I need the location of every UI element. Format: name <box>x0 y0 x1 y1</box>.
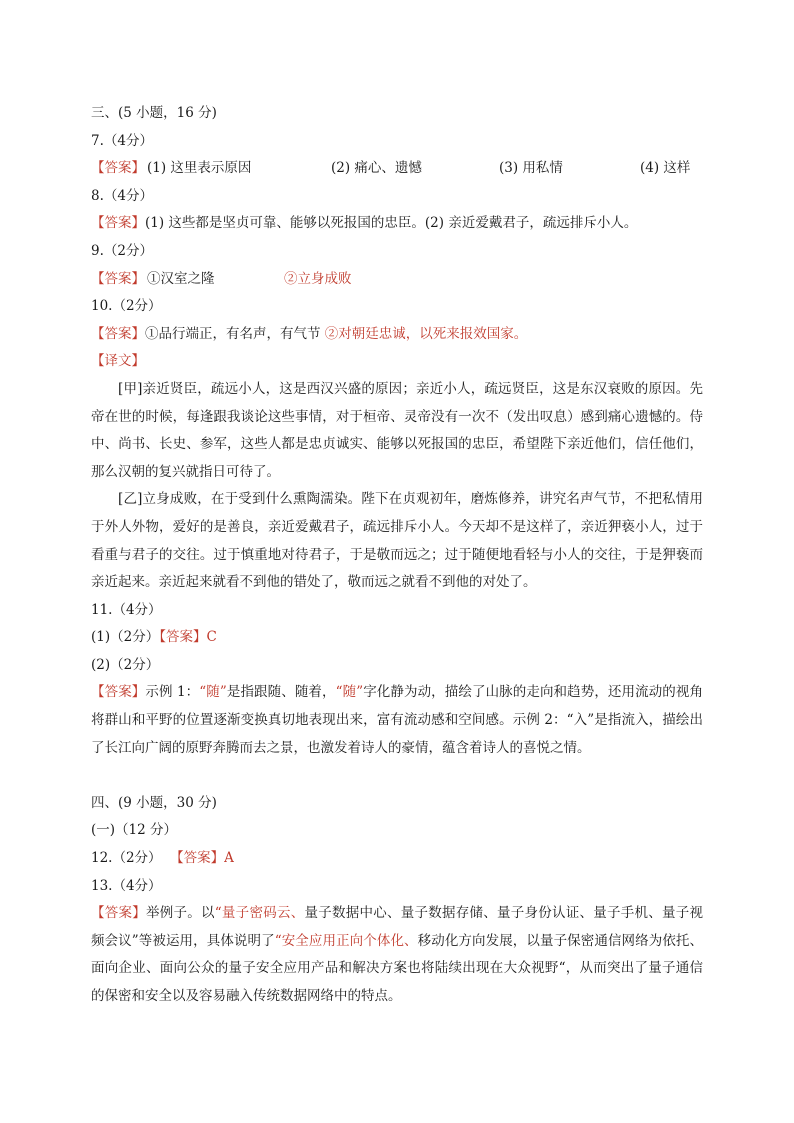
q9-label: 9.（2分） <box>91 242 153 259</box>
section-4-heading: 四、(9 小题，30 分) <box>91 794 217 811</box>
q7-answer-row <box>91 155 703 183</box>
q8-answer: (1) 这些都是坚贞可靠、能够以死报国的忠臣。(2) 亲近爱戴君子，疏远排斥小人。 <box>145 215 638 232</box>
q7-answer-2: (2) 痛心、遗憾 <box>331 160 422 177</box>
q10-answer-row <box>91 321 703 349</box>
q8-label: 8.（4分） <box>91 187 153 204</box>
answer-tag: 【答案】 <box>91 905 147 922</box>
q13-quote-1: “量子密码云、 <box>214 905 305 922</box>
answer-tag: 【答案】 <box>170 850 225 867</box>
answer-tag: 【答案】 <box>91 270 145 287</box>
q10-label: 10.（2分） <box>91 298 162 315</box>
answer-tag: 【答案】 <box>91 684 146 701</box>
q11-ans-pre: 示例 1： <box>145 684 200 701</box>
q9-answer-2: ②立身成败 <box>284 270 352 287</box>
translation-paragraph-2: [乙]立身成败，在于受到什么熏陶濡染。陛下在贞观初年，磨炼修养，讲究名声气节，不把私情用于外人外物，爱好的是善良，亲近爱戴君子，疏远排斥小人。今天却不是这样了，亲近狎亵小人，过于看重与君子的交往。过于慎重地对待君子，于是敬而远之；过于随便地看轻与小人的交往，于是狎亵而亲近起来。亲近起来就看不到他的错处了，敬而远之就看不到他的对处了。 <box>91 491 703 591</box>
q8-answer-row <box>91 210 703 238</box>
q10-answer-2: ②对朝廷忠诚，以死来报效国家。 <box>324 325 528 342</box>
answer-tag: 【答案】 <box>91 215 145 232</box>
q13-quote-2: “安全应用正向个体化、 <box>274 932 418 949</box>
translation-paragraph-1: [甲]亲近贤臣，疏远小人，这是西汉兴盛的原因；亲近小人，疏远贤臣，这是东汉衰败的原因。先帝在世的时候，每逢跟我谈论这些事情，对于桓帝、灵帝没有一次不（发出叹息）感到痛心遗憾的。侍中、尚书、长史、参军，这些人都是忠贞诚实、能够以死报国的忠臣，希望陛下亲近他们，信任他们，那么汉朝的复兴就指日可待了。 <box>91 380 703 480</box>
q7-answer-4: (4) 这样 <box>640 160 691 177</box>
q7-answer-3: (3) 用私情 <box>499 160 563 177</box>
q11-ans-quote-2: “随” <box>335 684 364 701</box>
q7-label: 7.（4分） <box>91 132 153 149</box>
q11-sub1-label: (1)（2分） <box>91 629 160 646</box>
q11-label: 11.（4分） <box>91 601 162 618</box>
q13-text-2: 量子数据中心、量子数据存储、量子身份认证、量子手机、量子视频会议”等被运用，具体说明了 <box>91 905 704 949</box>
answer-tag: 【答案】 <box>159 629 207 646</box>
section-3-heading: 三、(5 小题，16 分) <box>91 105 217 121</box>
q11-sub1-answer: C <box>206 629 217 646</box>
q11-ans-rest: 字化静为动，描绘了山脉的走向和趋势，还用流动的视角将群山和平野的位置逐渐变换真切地表现出来，富有流动感和空间感。示例 2：“入”是指流入，描绘出了长江向广阔的原野奔腾而去之景，也激发着诗人的豪情，蕴含着诗人的喜悦之情。 <box>91 684 703 756</box>
section-4-sub: (一)（12 分） <box>91 822 178 839</box>
q11-sub2-label: (2)（2分） <box>91 656 160 673</box>
q11-ans-quote-1: “随” <box>199 684 227 701</box>
document-page <box>91 100 703 1011</box>
q12-answer: A <box>224 850 234 867</box>
q12-label: 12.（2分） <box>91 850 162 867</box>
translation-tag: 【译文】 <box>91 353 145 370</box>
q11-sub1-row <box>91 624 703 652</box>
q7-answer-1: (1) 这里表示原因 <box>147 160 252 177</box>
q11-ans-mid: 是指跟随、随着， <box>226 684 336 701</box>
q9-answer-row <box>91 266 703 294</box>
q13-text-1: 举例子。以 <box>146 905 215 922</box>
q10-answer-1: ①品行端正，有名声，有气节 <box>145 325 321 342</box>
q13-answer <box>91 900 703 1010</box>
answer-tag: 【答案】 <box>91 160 145 177</box>
q13-text-3: 移动化方向发展，以量子保密通信网络为依托、面向企业、面向公众的量子安全应用产品和解决方案也将陆续出现在大众视野“，从而突出了量子通信的保密和安全以及容易融入传统数据网络中的特点。 <box>91 932 704 1004</box>
q13-label: 13.（4分） <box>91 877 162 894</box>
q12-row <box>91 845 703 873</box>
q9-answer-1: ①汉室之隆 <box>147 270 215 287</box>
answer-tag: 【答案】 <box>91 325 145 342</box>
q11-sub2-answer <box>91 679 703 762</box>
